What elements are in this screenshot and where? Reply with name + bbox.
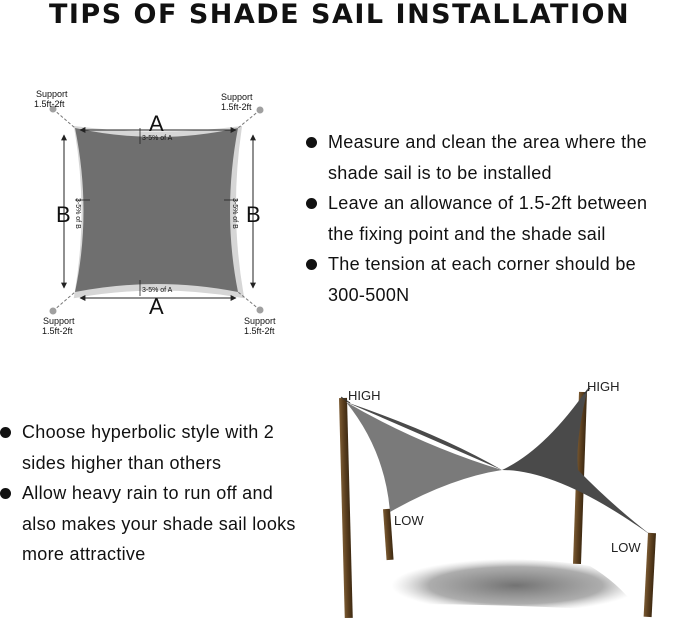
support-distance-bottom-left: 1.5ft-2ft bbox=[42, 326, 73, 336]
tip-text: Choose hyperbolic style with 2 sides higher than others bbox=[22, 422, 275, 473]
support-label-bottom-left: Support bbox=[43, 316, 75, 326]
low-label-right: LOW bbox=[611, 540, 641, 555]
side-b-right-label: B bbox=[246, 202, 261, 227]
high-label-left: HIGH bbox=[348, 388, 381, 403]
post-low-left bbox=[383, 509, 394, 560]
sag-b-right-text: 3-5% of B bbox=[231, 198, 238, 229]
side-a-top-label: A bbox=[149, 111, 164, 136]
sag-a-bottom-text: 3-5% of A bbox=[142, 287, 173, 294]
tip-text: Leave an allowance of 1.5-2ft between the fixing point and the shade sail bbox=[328, 193, 648, 244]
sag-a-top-text: 3-5% of A bbox=[142, 135, 173, 142]
support-label-top-left: Support bbox=[36, 89, 68, 99]
tip-text: Allow heavy rain to run off and also makes your shade sail looks more attractive bbox=[22, 483, 296, 564]
low-label-left: LOW bbox=[394, 513, 424, 528]
side-a-bottom-label: A bbox=[149, 294, 164, 319]
hyperbolic-sail-light bbox=[346, 402, 502, 512]
sag-b-left-text: 3-5% of B bbox=[74, 198, 81, 229]
support-label-bottom-right: Support bbox=[244, 316, 276, 326]
ground-shadow bbox=[391, 559, 640, 612]
high-label-right: HIGH bbox=[587, 379, 620, 394]
post-low-right bbox=[644, 533, 656, 617]
support-distance-bottom-right: 1.5ft-2ft bbox=[244, 326, 275, 336]
support-label-top-right: Support bbox=[221, 92, 253, 102]
page-title: TIPS OF SHADE SAIL INSTALLATION bbox=[48, 0, 631, 30]
post-high-left bbox=[339, 398, 353, 618]
tip-text: Measure and clean the area where the shade sail is to be installed bbox=[328, 132, 647, 183]
tip-text: The tension at each corner should be 300-500N bbox=[328, 254, 636, 305]
support-distance-top-left: 1.5ft-2ft bbox=[34, 99, 65, 109]
support-distance-top-right: 1.5ft-2ft bbox=[221, 102, 252, 112]
side-b-left-label: B bbox=[56, 202, 71, 227]
